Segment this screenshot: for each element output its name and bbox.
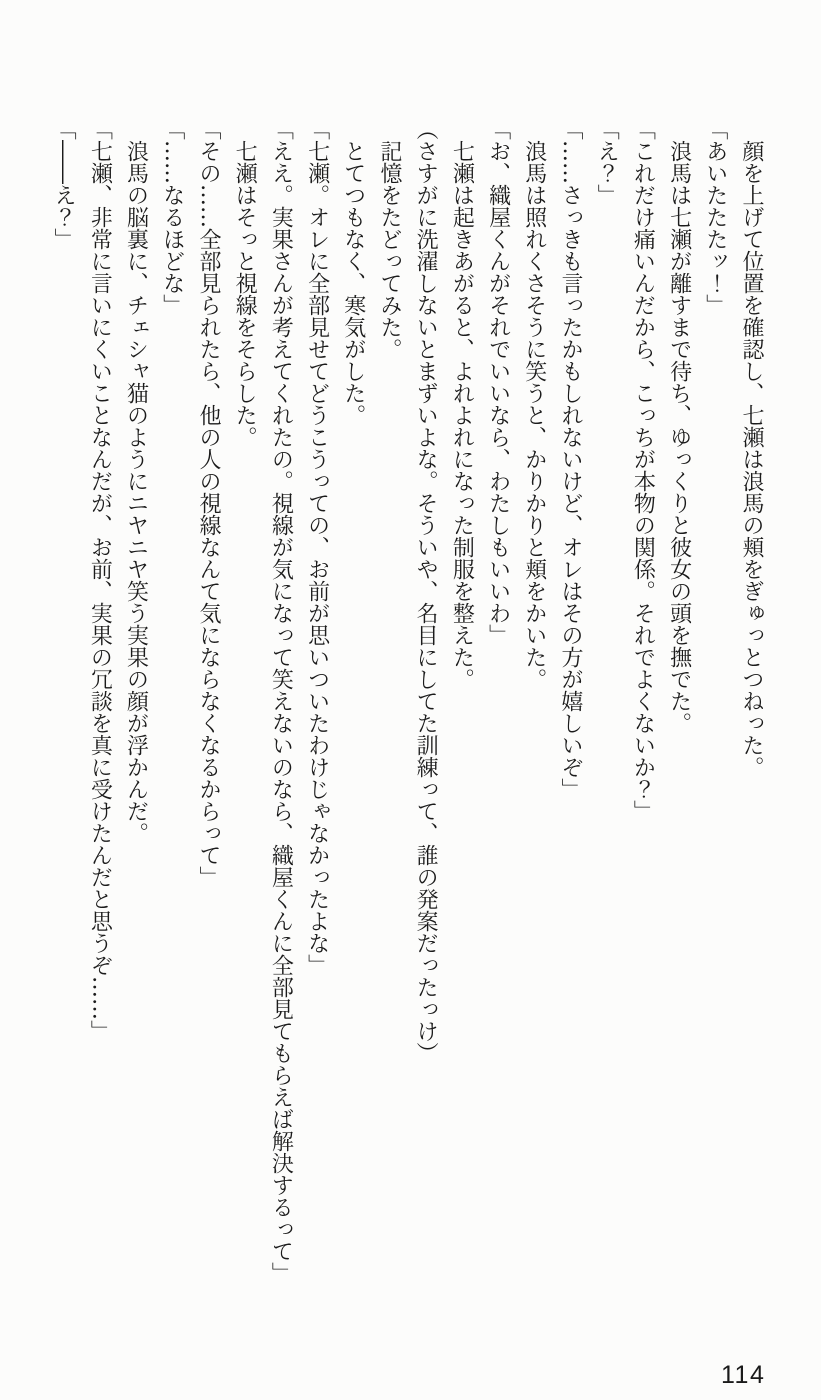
paragraph: 顔を上げて位置を確認し、七瀬は浪馬の頬をぎゅっとつねった。	[739, 140, 764, 778]
paragraph: 「お、織屋くんがそれでいいなら、わたしもいいわ」	[485, 118, 511, 646]
paragraph: 「七瀬、非常に言いにくいことなんだが、お前、実果の冗談を真に受けたんだと思うぞ……」	[87, 118, 113, 1042]
paragraph: 七瀬は起きあがると、よれよれになった制服を整えた。	[449, 140, 475, 690]
paragraph: 七瀬はそっと視線をそらした。	[232, 140, 258, 448]
paragraph: 「……なるほどな」	[159, 118, 185, 316]
paragraph: 「その……全部見られたら、他の人の視線なんて気にならなくなるからって」	[195, 118, 221, 888]
paragraph: 「これだけ痛いんだから、こっちが本物の関係。それでよくないか？」	[630, 118, 656, 822]
paragraph: （さすがに洗濯しないとまずいよな。そういや、名目にしてた訓練って、誰の発案だったっけ）	[413, 118, 439, 1064]
text-block	[45, 118, 769, 1308]
paragraph: 「……さっきも言ったかもしれないけど、オレはその方が嬉しいぞ」	[557, 118, 583, 800]
paragraph: 「七瀬。オレに全部見せてどうこうっての、お前が思いついたわけじゃなかったよな」	[304, 118, 330, 976]
paragraph: 記憶をたどってみた。	[376, 140, 402, 360]
paragraph: 「――え？」	[51, 118, 77, 250]
page-number: 114	[721, 1361, 766, 1389]
paragraph: とてつもなく、寒気がした。	[340, 140, 366, 426]
paragraph: 「ええ。実果さんが考えてくれたの。視線が気になって笑えないのなら、織屋くんに全部見てもらえば解決するって」	[268, 118, 294, 1284]
paragraph: 「え？」	[594, 118, 620, 206]
paragraph: 浪馬は照れくさそうに笑うと、かりかりと頬をかいた。	[521, 140, 547, 690]
paragraph: 浪馬の脳裏に、チェシャ猫のようにニヤニヤ笑う実果の顔が浮かんだ。	[123, 140, 149, 844]
paragraph: 「あいたたたッ！」	[702, 118, 728, 316]
paragraph: 浪馬は七瀬が離すまで待ち、ゆっくりと彼女の頭を撫でた。	[666, 140, 692, 734]
